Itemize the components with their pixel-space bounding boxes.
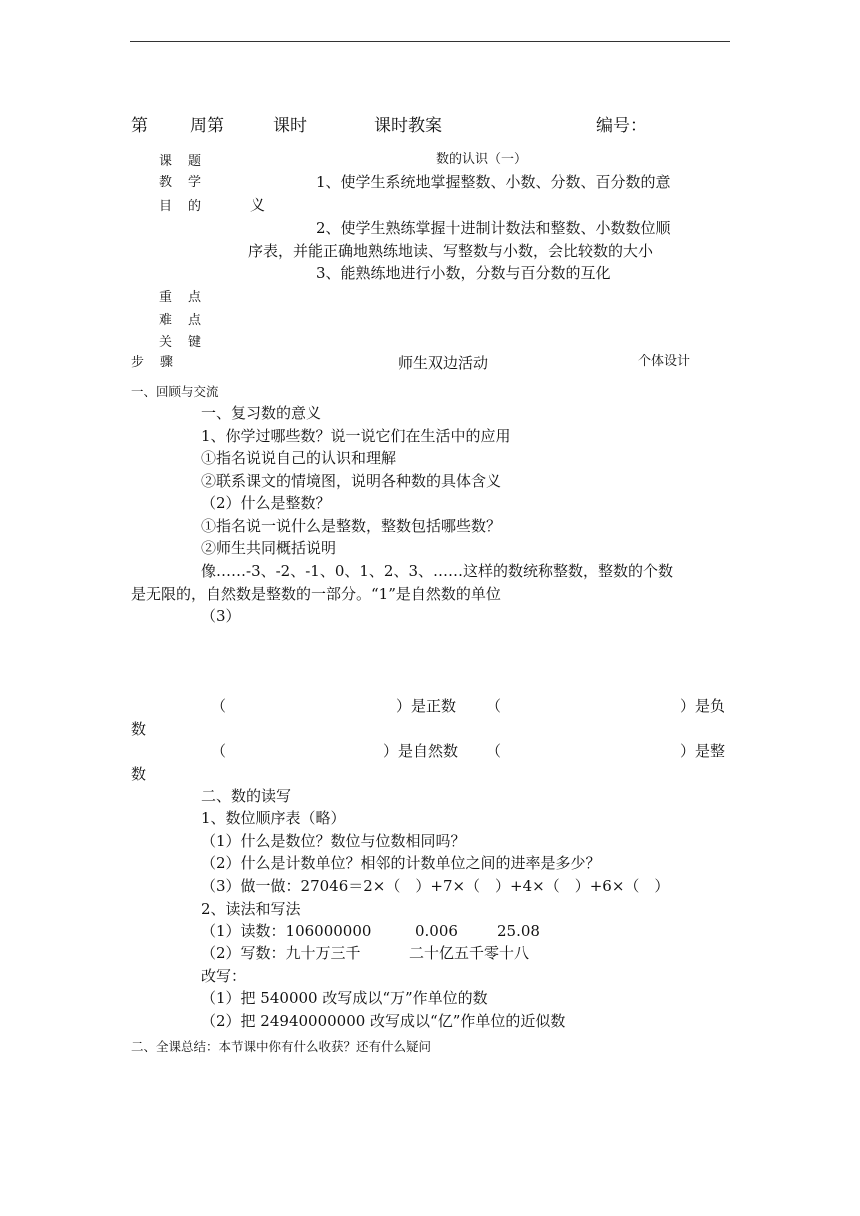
rw-rewrite-2: （2）把 24940000000 改写成以“亿”作单位的近似数: [201, 1012, 566, 1030]
goal-2-line1: 2、使学生熟练掌握十进制计数法和整数、小数数位顺: [316, 219, 671, 237]
week-suffix: 周第: [190, 116, 224, 136]
integer-definition-line2: 是无限的，自然数是整数的一部分。“1”是自然数的单位: [131, 585, 501, 603]
rw-item1b: （2）什么是计数单位？相邻的计数单位之间的进率是多少？: [201, 854, 601, 872]
fill2-open-a: （: [211, 742, 227, 760]
goal-label-2: 学: [188, 175, 202, 190]
week-prefix: 第: [131, 116, 148, 136]
key-label-1: 重: [159, 290, 173, 305]
goal-3: 3、能熟练地进行小数，分数与百分数的互化: [316, 264, 611, 282]
rw-item1a: （1）什么是数位？数位与位数相同吗？: [201, 832, 466, 850]
review-q1a: ①指名说说自己的认识和理解: [201, 449, 397, 467]
key-label-2: 点: [188, 290, 202, 305]
rw-write-value2: 二十亿五千零十八: [409, 944, 530, 962]
fill1-open-b: （: [486, 697, 502, 715]
rw-item1: 1、数位顺序表（略）: [201, 809, 346, 827]
rw-read-value2: 0.006: [415, 922, 458, 940]
topic-label-2: 题: [188, 154, 202, 169]
rw-write-label: （2）写数：九十万三千: [201, 944, 361, 962]
steps-label-2: 骤: [160, 355, 174, 370]
rw-rewrite-label: 改写：: [201, 967, 247, 985]
goal-label-1: 教: [159, 175, 173, 190]
review-q2a: ①指名说一说什么是整数，整数包括哪些数？: [201, 517, 502, 535]
rw-item2: 2、读法和写法: [201, 900, 301, 918]
rw-rewrite-1: （1）把 540000 改写成以“万”作单位的数: [201, 989, 488, 1007]
activity-label: 师生双边活动: [398, 354, 489, 372]
number-label: 编号：: [596, 116, 647, 136]
rw-read-value3: 25.08: [497, 922, 540, 940]
plan-title: 课时教案: [374, 116, 442, 136]
review-q1b: ②联系课文的情境图，说明各种数的具体含义: [201, 472, 502, 490]
integer-definition-line1: 像……-3、-2、-1、0、1、2、3、……这样的数统称整数，整数的个数: [201, 562, 674, 580]
rw-subtitle: 二、数的读写: [201, 787, 292, 805]
review-subtitle: 一、复习数的意义: [201, 404, 322, 422]
crux-label-2: 键: [188, 335, 202, 350]
hard-label-2: 点: [188, 313, 202, 328]
review-q2b: ②师生共同概括说明: [201, 539, 337, 557]
rw-item1c: （3）做一做：27046＝2×（ ）+7×（ ）+4×（ ）+6×（ ）: [201, 877, 670, 895]
fill1-positive: ）是正数: [396, 697, 457, 715]
design-label: 个体设计: [638, 354, 691, 369]
topic-value: 数的认识（一）: [436, 152, 528, 167]
review-q1: 1、你学过哪些数？说一说它们在生活中的应用: [201, 427, 511, 445]
review-q3: （3）: [201, 607, 241, 625]
fill2-natural: ）是自然数: [383, 742, 459, 760]
fill2-wrap: 数: [131, 765, 147, 783]
review-q2: （2）什么是整数？: [201, 494, 331, 512]
goal-label-4: 的: [188, 199, 202, 214]
goal-1-line1: 1、使学生系统地掌握整数、小数、分数、百分数的意: [316, 173, 671, 191]
rw-read-label: （1）读数：106000000: [201, 922, 372, 940]
section-summary: 二、全课总结：本节课中你有什么收获？还有什么疑问: [131, 1039, 432, 1054]
crux-label-1: 关: [159, 335, 173, 350]
fill1-negative: ）是负: [680, 697, 726, 715]
header-rule: [130, 41, 730, 42]
fill1-open-a: （: [211, 697, 227, 715]
fill2-open-b: （: [486, 742, 502, 760]
fill2-integer: ）是整: [680, 742, 726, 760]
topic-label-1: 课: [159, 154, 173, 169]
period-label: 课时: [273, 116, 307, 136]
fill1-wrap: 数: [131, 720, 147, 738]
goal-2-line2: 序表，并能正确地熟练地读、写整数与小数，会比较数的大小: [248, 242, 654, 260]
goal-1-line2: 义: [250, 196, 266, 214]
hard-label-1: 难: [159, 313, 173, 328]
steps-label-1: 步: [131, 355, 145, 370]
goal-label-3: 目: [159, 199, 173, 214]
section-review: 一、回顾与交流: [131, 384, 219, 399]
